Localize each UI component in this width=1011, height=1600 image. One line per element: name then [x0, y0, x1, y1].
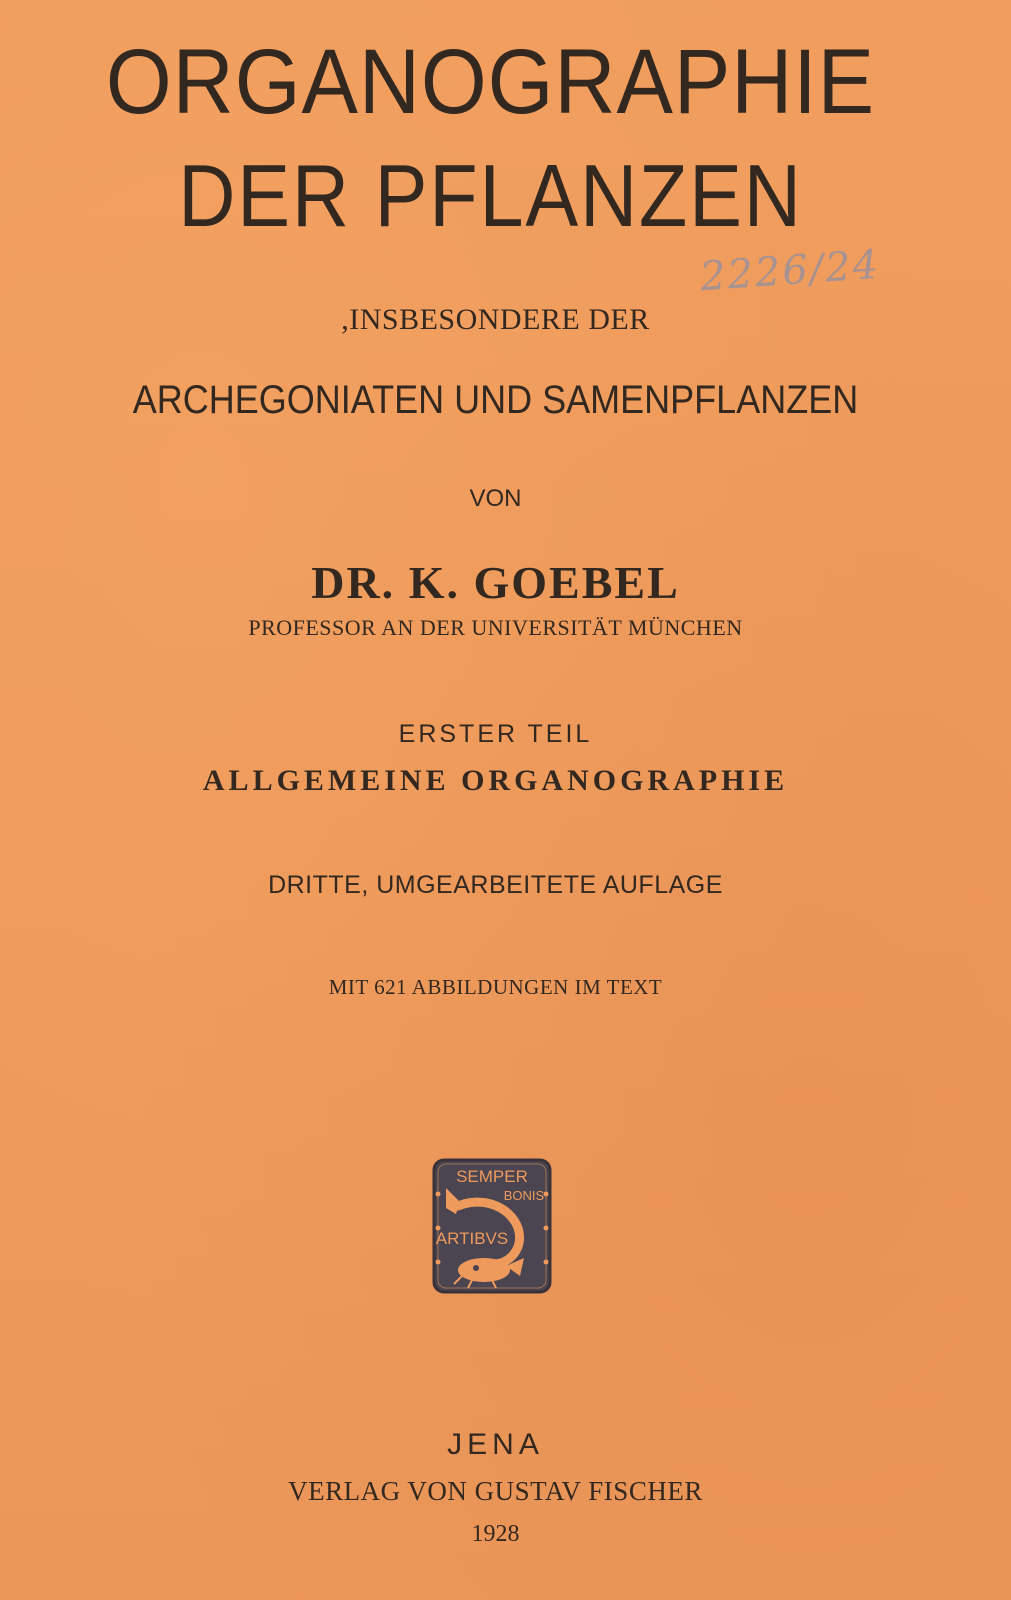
imprint-city: JENA — [447, 1428, 544, 1461]
part-label: ERSTER TEIL — [398, 720, 593, 748]
author-prefix: DR. — [311, 557, 396, 608]
imprint-publisher: VERLAG VON GUSTAV FISCHER — [288, 1476, 703, 1506]
title-line-2: DER PFLANZEN — [178, 146, 803, 245]
author-name: K. GOEBEL — [408, 557, 680, 608]
emblem-text-semper: SEMPER — [456, 1167, 528, 1186]
emblem-text-bonis: BONIS — [503, 1188, 545, 1203]
imprint-year: 1928 — [471, 1521, 520, 1547]
subtitle-line-1: ,INSBESONDERE DER — [341, 303, 650, 336]
subtitle-line-2: ARCHEGONIATEN UND SAMENPFLANZEN — [132, 378, 859, 422]
handwritten-shelf-mark: 2226/24 — [698, 241, 882, 301]
part-title: ALLGEMEINE ORGANOGRAPHIE — [202, 764, 789, 797]
emblem-text-artibus: ARTIBVS — [435, 1229, 509, 1248]
edition: DRITTE, UMGEARBEITETE AUFLAGE — [268, 871, 723, 899]
author — [0, 557, 1001, 608]
author-affiliation: PROFESSOR AN DER UNIVERSITÄT MÜNCHEN — [248, 615, 743, 640]
publisher-emblem-icon — [432, 1158, 552, 1294]
title-line-1: ORGANOGRAPHIE — [105, 31, 876, 133]
illustrations-note: MIT 621 ABBILDUNGEN IM TEXT — [328, 975, 663, 999]
by-label: VON — [469, 485, 522, 512]
